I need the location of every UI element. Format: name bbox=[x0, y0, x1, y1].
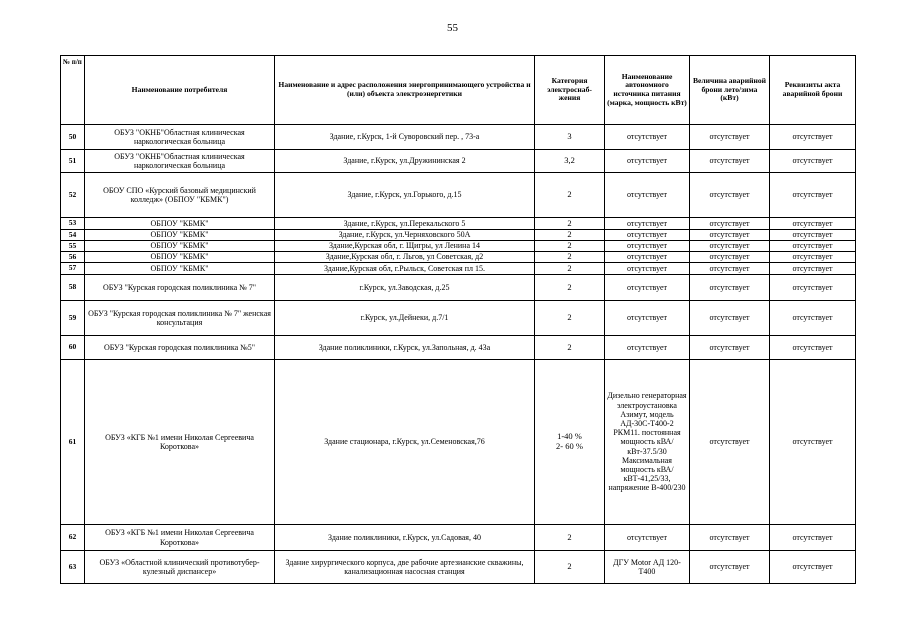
row-category: 2 bbox=[535, 173, 605, 218]
row-act-details: отсутствует bbox=[770, 173, 856, 218]
header-category: Категория электроснаб-жения bbox=[535, 56, 605, 125]
row-emergency-reserve: отсутствует bbox=[690, 218, 770, 230]
table-row bbox=[61, 551, 856, 584]
table-row bbox=[61, 252, 856, 263]
row-act-details: отсутствует bbox=[770, 230, 856, 241]
row-act-details: отсутствует bbox=[770, 525, 856, 551]
row-consumer: ОБУЗ «КГБ №1 имени Николая Сергеевича Короткова» bbox=[85, 360, 275, 525]
row-address: Здание,Курская обл, г.Рыльск, Советская пл 15. bbox=[275, 263, 535, 275]
row-category: 2 bbox=[535, 241, 605, 252]
table-row bbox=[61, 241, 856, 252]
row-address: Здание стационара, г.Курск, ул.Семеновская,76 bbox=[275, 360, 535, 525]
row-consumer: ОБУЗ "Курская городская поликлиника № 7" женская консультация bbox=[85, 301, 275, 336]
row-consumer: ОБУЗ «КГБ №1 имени Николая Сергеевича Короткова» bbox=[85, 525, 275, 551]
row-number: 57 bbox=[61, 263, 85, 275]
row-power-source: отсутствует bbox=[605, 150, 690, 173]
row-power-source: отсутствует bbox=[605, 218, 690, 230]
row-address: Здание поликлиники, г.Курск, ул.Запольная, д. 43а bbox=[275, 336, 535, 360]
row-power-source: отсутствует bbox=[605, 301, 690, 336]
row-act-details: отсутствует bbox=[770, 551, 856, 584]
row-category: 3 bbox=[535, 125, 605, 150]
row-emergency-reserve: отсутствует bbox=[690, 252, 770, 263]
row-emergency-reserve: отсутствует bbox=[690, 336, 770, 360]
table-row bbox=[61, 125, 856, 150]
row-emergency-reserve: отсутствует bbox=[690, 551, 770, 584]
header-number: № п/п bbox=[61, 56, 85, 125]
row-number: 60 bbox=[61, 336, 85, 360]
row-power-source: ДГУ Motor АД 120-Т400 bbox=[605, 551, 690, 584]
row-category: 2 bbox=[535, 230, 605, 241]
row-act-details: отсутствует bbox=[770, 218, 856, 230]
header-address: Наименование и адрес расположения энергопринимающего устройства и (или) объекта электроэнергетики bbox=[275, 56, 535, 125]
row-act-details: отсутствует bbox=[770, 150, 856, 173]
row-address: Здание поликлиники, г.Курск, ул.Садовая, 40 bbox=[275, 525, 535, 551]
header-emergency-reserve: Величина аварийной брони лето/зима (кВт) bbox=[690, 56, 770, 125]
row-address: Здание, г.Курск, 1-й Суворовский пер. , 73-а bbox=[275, 125, 535, 150]
row-category: 2 bbox=[535, 551, 605, 584]
row-emergency-reserve: отсутствует bbox=[690, 275, 770, 301]
row-power-source: отсутствует bbox=[605, 525, 690, 551]
row-emergency-reserve: отсутствует bbox=[690, 150, 770, 173]
row-act-details: отсутствует bbox=[770, 275, 856, 301]
table-row bbox=[61, 360, 856, 525]
table-row bbox=[61, 230, 856, 241]
row-power-source: отсутствует bbox=[605, 263, 690, 275]
row-address: г.Курск, ул.Заводская, д.25 bbox=[275, 275, 535, 301]
row-number: 54 bbox=[61, 230, 85, 241]
table-body bbox=[61, 125, 856, 584]
row-power-source: отсутствует bbox=[605, 230, 690, 241]
row-consumer: ОБУЗ "Курская городская поликлиника № 7" bbox=[85, 275, 275, 301]
table-row bbox=[61, 263, 856, 275]
row-act-details: отсутствует bbox=[770, 336, 856, 360]
table-row bbox=[61, 173, 856, 218]
table-row bbox=[61, 275, 856, 301]
row-number: 50 bbox=[61, 125, 85, 150]
row-act-details: отсутствует bbox=[770, 241, 856, 252]
row-act-details: отсутствует bbox=[770, 301, 856, 336]
row-consumer: ОБПОУ "КБМК" bbox=[85, 241, 275, 252]
row-address: Здание, г.Курск, ул.Дружининская 2 bbox=[275, 150, 535, 173]
row-emergency-reserve: отсутствует bbox=[690, 301, 770, 336]
row-consumer: ОБУЗ "ОКНБ"Областная клиническая наркологическая больница bbox=[85, 150, 275, 173]
row-act-details: отсутствует bbox=[770, 252, 856, 263]
row-act-details: отсутствует bbox=[770, 360, 856, 525]
row-number: 55 bbox=[61, 241, 85, 252]
row-consumer: ОБПОУ "КБМК" bbox=[85, 230, 275, 241]
row-category: 2 bbox=[535, 336, 605, 360]
row-category: 2 bbox=[535, 301, 605, 336]
row-number: 61 bbox=[61, 360, 85, 525]
row-number: 62 bbox=[61, 525, 85, 551]
row-emergency-reserve: отсутствует bbox=[690, 173, 770, 218]
row-emergency-reserve: отсутствует bbox=[690, 125, 770, 150]
row-address: Здание,Курская обл, г. Щигры, ул Ленина 14 bbox=[275, 241, 535, 252]
table-row bbox=[61, 218, 856, 230]
row-power-source: отсутствует bbox=[605, 275, 690, 301]
header-power-source: Наименование автономного источника питания (марка, мощность кВт) bbox=[605, 56, 690, 125]
row-emergency-reserve: отсутствует bbox=[690, 525, 770, 551]
row-power-source: отсутствует bbox=[605, 336, 690, 360]
header-consumer: Наименование потребителя bbox=[85, 56, 275, 125]
row-category: 2 bbox=[535, 525, 605, 551]
row-address: Здание, г.Курск, ул.Черняховского 50А bbox=[275, 230, 535, 241]
row-address: Здание, г.Курск, ул.Перекальского 5 bbox=[275, 218, 535, 230]
row-power-source: отсутствует bbox=[605, 241, 690, 252]
table-row bbox=[61, 150, 856, 173]
table-header-row bbox=[61, 56, 856, 125]
row-power-source: отсутствует bbox=[605, 173, 690, 218]
row-category: 2 bbox=[535, 252, 605, 263]
row-category: 3,2 bbox=[535, 150, 605, 173]
page-number: 55 bbox=[447, 22, 458, 34]
header-act-details: Реквизиты акта аварийной брони bbox=[770, 56, 856, 125]
row-emergency-reserve: отсутствует bbox=[690, 241, 770, 252]
table-row bbox=[61, 336, 856, 360]
row-power-source: Дизельно генераторная электроустановка Азимут, модель АД-30С-Т400-2 РКМ11. постоянная мощность кВА/кВт-37.5/30 Максимальная мощность кВА/кВТ-41,25/33, напряжение В-400/230 bbox=[605, 360, 690, 525]
row-number: 53 bbox=[61, 218, 85, 230]
row-address: Здание,Курская обл, г. Льгов, ул Советская, д2 bbox=[275, 252, 535, 263]
row-number: 51 bbox=[61, 150, 85, 173]
row-number: 52 bbox=[61, 173, 85, 218]
row-consumer: ОБОУ СПО «Курский базовый медицинский колледж» (ОБПОУ "КБМК") bbox=[85, 173, 275, 218]
table-row bbox=[61, 525, 856, 551]
row-emergency-reserve: отсутствует bbox=[690, 230, 770, 241]
row-act-details: отсутствует bbox=[770, 125, 856, 150]
row-act-details: отсутствует bbox=[770, 263, 856, 275]
row-emergency-reserve: отсутствует bbox=[690, 263, 770, 275]
row-consumer: ОБУЗ «Областной клинический противотубер-кулезный диспансер» bbox=[85, 551, 275, 584]
row-category: 2 bbox=[535, 275, 605, 301]
row-emergency-reserve: отсутствует bbox=[690, 360, 770, 525]
row-consumer: ОБУЗ "Курская городская поликлиника №5" bbox=[85, 336, 275, 360]
row-number: 59 bbox=[61, 301, 85, 336]
row-consumer: ОБПОУ "КБМК" bbox=[85, 263, 275, 275]
row-number: 63 bbox=[61, 551, 85, 584]
table-row bbox=[61, 301, 856, 336]
row-category: 2 bbox=[535, 218, 605, 230]
row-consumer: ОБУЗ "ОКНБ"Областная клиническая наркологическая больница bbox=[85, 125, 275, 150]
row-category: 1-40 % 2- 60 % bbox=[535, 360, 605, 525]
row-consumer: ОБПОУ "КБМК" bbox=[85, 218, 275, 230]
row-power-source: отсутствует bbox=[605, 252, 690, 263]
row-power-source: отсутствует bbox=[605, 125, 690, 150]
energy-consumers-table bbox=[60, 55, 856, 584]
row-number: 56 bbox=[61, 252, 85, 263]
row-number: 58 bbox=[61, 275, 85, 301]
row-consumer: ОБПОУ "КБМК" bbox=[85, 252, 275, 263]
row-address: Здание, г.Курск, ул.Горького, д.15 bbox=[275, 173, 535, 218]
row-address: г.Курск, ул.Дейнеки, д.7/1 bbox=[275, 301, 535, 336]
row-address: Здание хирургического корпуса, две рабочие артезианские скважины, канализационная насосная станция bbox=[275, 551, 535, 584]
row-category: 2 bbox=[535, 263, 605, 275]
